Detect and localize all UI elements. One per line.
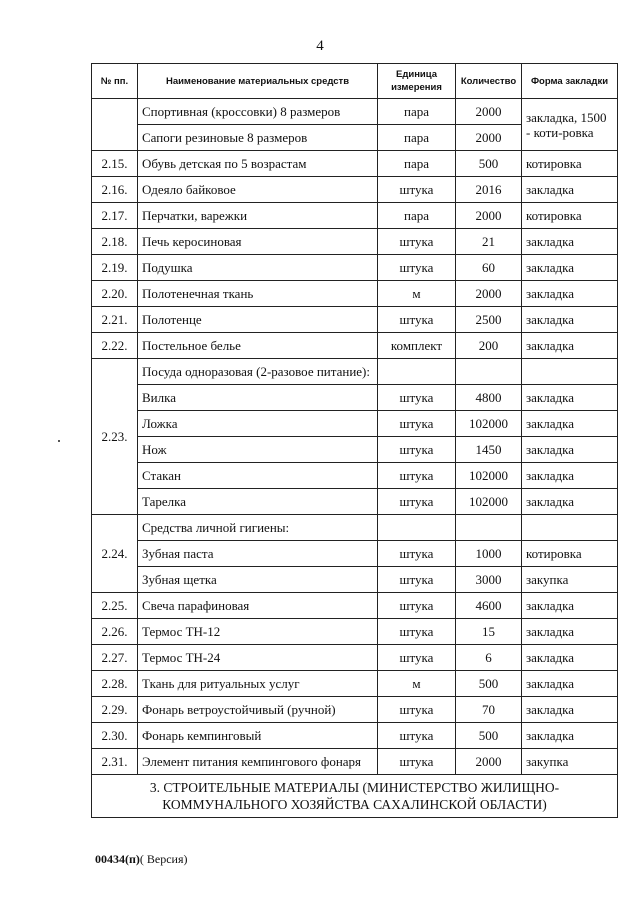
- row-name: Полотенце: [138, 307, 378, 333]
- header-unit: Единица измерения: [378, 64, 456, 99]
- row-unit: пара: [378, 125, 456, 151]
- row-qty: [456, 515, 522, 541]
- document-version: ( Версия): [139, 852, 188, 866]
- row-qty: 500: [456, 671, 522, 697]
- row-name: Подушка: [138, 255, 378, 281]
- section-3-title: [92, 775, 618, 818]
- row-name: Тарелка: [138, 489, 378, 515]
- row-unit: м: [378, 671, 456, 697]
- table-header-row: [92, 64, 618, 99]
- row-form: закладка: [522, 307, 618, 333]
- table-row: [92, 333, 618, 359]
- row-qty: 4600: [456, 593, 522, 619]
- row-num: 2.17.: [92, 203, 138, 229]
- row-num: 2.20.: [92, 281, 138, 307]
- row-qty: 1450: [456, 437, 522, 463]
- row-unit: [378, 515, 456, 541]
- materials-table: [91, 63, 618, 818]
- row-unit: штука: [378, 307, 456, 333]
- row-form: [522, 515, 618, 541]
- table-row: [92, 151, 618, 177]
- row-name: Свеча парафиновая: [138, 593, 378, 619]
- table-row: [92, 671, 618, 697]
- row-form: закладка: [522, 281, 618, 307]
- table-row: [92, 645, 618, 671]
- row-num: 2.28.: [92, 671, 138, 697]
- row-name: Печь керосиновая: [138, 229, 378, 255]
- row-unit: пара: [378, 151, 456, 177]
- row-qty: 2000: [456, 125, 522, 151]
- row-name: Элемент питания кемпингового фонаря: [138, 749, 378, 775]
- row-name: Термос ТН-24: [138, 645, 378, 671]
- row-qty: 21: [456, 229, 522, 255]
- section-3-line1: 3. СТРОИТЕЛЬНЫЕ МАТЕРИАЛЫ (МИНИСТЕРСТВО ЖИЛИЩНО-: [149, 780, 560, 795]
- row-num: 2.30.: [92, 723, 138, 749]
- group-title: Средства личной гигиены:: [138, 515, 378, 541]
- table-body: [92, 99, 618, 818]
- row-unit: штука: [378, 177, 456, 203]
- table-row: [92, 697, 618, 723]
- row-num: 2.22.: [92, 333, 138, 359]
- row-num: 2.15.: [92, 151, 138, 177]
- row-form: закладка: [522, 177, 618, 203]
- row-unit: штука: [378, 255, 456, 281]
- row-unit: м: [378, 281, 456, 307]
- row-unit: пара: [378, 203, 456, 229]
- row-qty: 102000: [456, 463, 522, 489]
- row-qty: 6: [456, 645, 522, 671]
- row-form: закладка: [522, 463, 618, 489]
- row-name: Обувь детская по 5 возрастам: [138, 151, 378, 177]
- row-form: закупка: [522, 567, 618, 593]
- row-form: закладка: [522, 385, 618, 411]
- row-unit: штука: [378, 619, 456, 645]
- row-num: 2.16.: [92, 177, 138, 203]
- row-form: котировка: [522, 151, 618, 177]
- row-qty: 3000: [456, 567, 522, 593]
- row-name: Спортивная (кроссовки) 8 размеров: [138, 99, 378, 125]
- row-qty: 2000: [456, 281, 522, 307]
- table-row: [92, 385, 618, 411]
- row-name: Термос ТН-12: [138, 619, 378, 645]
- row-num: 2.26.: [92, 619, 138, 645]
- row-unit: штука: [378, 489, 456, 515]
- row-num: [92, 99, 138, 151]
- table-row: [92, 229, 618, 255]
- row-num: 2.18.: [92, 229, 138, 255]
- row-qty: 500: [456, 151, 522, 177]
- row-name: Постельное белье: [138, 333, 378, 359]
- row-form: закладка: [522, 671, 618, 697]
- row-unit: штука: [378, 385, 456, 411]
- row-num: 2.27.: [92, 645, 138, 671]
- row-form: закладка: [522, 437, 618, 463]
- section-3-line2: КОММУНАЛЬНОГО ХОЗЯЙСТВА САХАЛИНСКОЙ ОБЛАСТИ): [162, 797, 547, 812]
- row-form: закладка: [522, 645, 618, 671]
- row-unit: штука: [378, 411, 456, 437]
- row-name: Одеяло байковое: [138, 177, 378, 203]
- document-footer: [95, 852, 188, 867]
- row-qty: 200: [456, 333, 522, 359]
- row-qty: 2016: [456, 177, 522, 203]
- section-header-row: [92, 775, 618, 818]
- row-name: Перчатки, варежки: [138, 203, 378, 229]
- row-form: закупка: [522, 749, 618, 775]
- row-num: 2.25.: [92, 593, 138, 619]
- row-unit: штука: [378, 645, 456, 671]
- row-qty: 15: [456, 619, 522, 645]
- row-form: закладка: [522, 619, 618, 645]
- row-unit: штука: [378, 749, 456, 775]
- row-form: закладка: [522, 411, 618, 437]
- table-row: [92, 489, 618, 515]
- row-qty: 102000: [456, 489, 522, 515]
- table-row: [92, 281, 618, 307]
- page-number: 4: [316, 38, 324, 54]
- row-name: Ложка: [138, 411, 378, 437]
- row-name: Вилка: [138, 385, 378, 411]
- row-form: [522, 359, 618, 385]
- row-unit: штука: [378, 437, 456, 463]
- row-unit: пара: [378, 99, 456, 125]
- row-form: закладка: [522, 489, 618, 515]
- table-group-row: [92, 359, 618, 385]
- row-qty: 102000: [456, 411, 522, 437]
- table-row: [92, 99, 618, 125]
- table-row: [92, 723, 618, 749]
- row-qty: 2000: [456, 99, 522, 125]
- row-qty: 60: [456, 255, 522, 281]
- row-num: 2.21.: [92, 307, 138, 333]
- row-form: котировка: [522, 541, 618, 567]
- table-row: [92, 541, 618, 567]
- row-unit: комплект: [378, 333, 456, 359]
- row-name: Ткань для ритуальных услуг: [138, 671, 378, 697]
- row-form: котировка: [522, 203, 618, 229]
- header-name: Наименование материальных средств: [138, 64, 378, 99]
- table-row: [92, 411, 618, 437]
- row-name: Фонарь ветроустойчивый (ручной): [138, 697, 378, 723]
- scan-speck: [58, 440, 60, 442]
- row-name: Полотенечная ткань: [138, 281, 378, 307]
- row-name: Зубная щетка: [138, 567, 378, 593]
- row-num: 2.24.: [92, 515, 138, 593]
- header-num: № пп.: [92, 64, 138, 99]
- group-title: Посуда одноразовая (2-разовое питание):: [138, 359, 378, 385]
- row-form: закладка: [522, 593, 618, 619]
- row-name: Стакан: [138, 463, 378, 489]
- row-unit: штука: [378, 229, 456, 255]
- row-num: 2.31.: [92, 749, 138, 775]
- table-row: [92, 749, 618, 775]
- row-qty: 2000: [456, 203, 522, 229]
- row-unit: [378, 359, 456, 385]
- row-unit: штука: [378, 593, 456, 619]
- row-num: 2.23.: [92, 359, 138, 515]
- row-unit: штука: [378, 723, 456, 749]
- table-row: [92, 593, 618, 619]
- row-name: Сапоги резиновые 8 размеров: [138, 125, 378, 151]
- row-form: закладка, 1500 - коти-ровка: [522, 99, 618, 151]
- table-row: [92, 203, 618, 229]
- row-qty: 2000: [456, 749, 522, 775]
- row-qty: [456, 359, 522, 385]
- row-form: закладка: [522, 255, 618, 281]
- row-form: закладка: [522, 723, 618, 749]
- row-num: 2.29.: [92, 697, 138, 723]
- row-name: Нож: [138, 437, 378, 463]
- row-form: закладка: [522, 697, 618, 723]
- table-row: [92, 255, 618, 281]
- table-row: [92, 463, 618, 489]
- row-qty: 4800: [456, 385, 522, 411]
- row-unit: штука: [378, 697, 456, 723]
- row-num: 2.19.: [92, 255, 138, 281]
- table-group-row: [92, 515, 618, 541]
- row-name: Зубная паста: [138, 541, 378, 567]
- row-qty: 70: [456, 697, 522, 723]
- row-form: закладка: [522, 229, 618, 255]
- document-code: 00434(п): [95, 852, 140, 866]
- row-qty: 500: [456, 723, 522, 749]
- row-unit: штука: [378, 463, 456, 489]
- row-form: закладка: [522, 333, 618, 359]
- table-row: [92, 307, 618, 333]
- row-unit: штука: [378, 567, 456, 593]
- table-row: [92, 437, 618, 463]
- row-qty: 2500: [456, 307, 522, 333]
- header-qty: Количество: [456, 64, 522, 99]
- row-unit: штука: [378, 541, 456, 567]
- header-form: Форма закладки: [522, 64, 618, 99]
- table-row: [92, 619, 618, 645]
- row-qty: 1000: [456, 541, 522, 567]
- row-name: Фонарь кемпинговый: [138, 723, 378, 749]
- table-row: [92, 567, 618, 593]
- table-row: [92, 177, 618, 203]
